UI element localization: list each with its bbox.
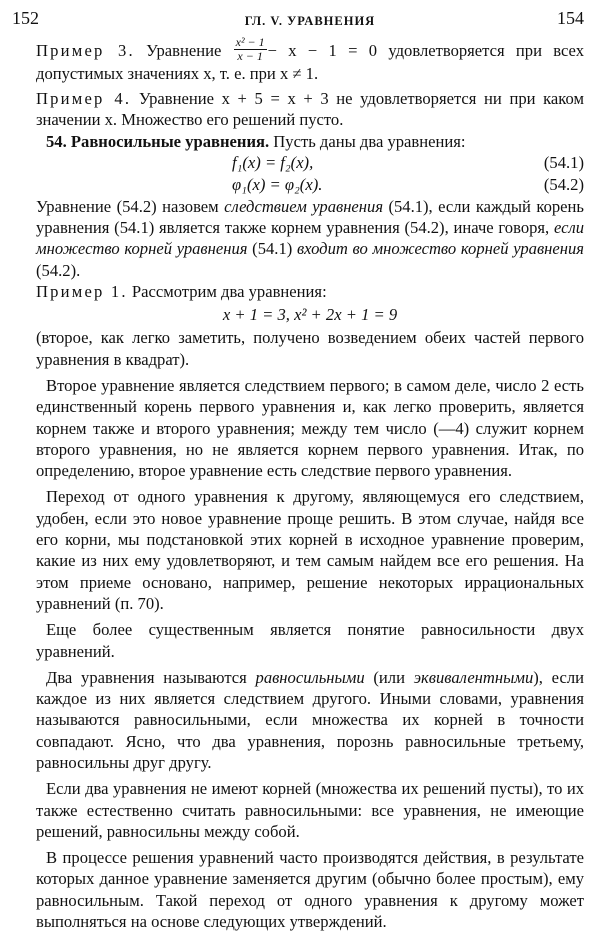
example-1: Пример 1. Рассмотрим два уравнения: xyxy=(36,282,327,302)
equation-54-1: f₁(x) = f₂(x), (54.1) xyxy=(232,152,584,172)
section-heading: 54. Равносильные уравнения. xyxy=(46,131,270,151)
paragraph-transition: Переход от одного уравнения к другому, являющемуся его следствием, удобен, если это новое уравнение проще решить. В этом случае, найдя все его корни, мы подстановкой этих корней в исходное уравнение проверим, какие из них ему удовлетворяют, и тем самым найдем все его решения. На этом приеме основано, например, решение некоторых иррациональных уравнений (п. 70). xyxy=(36,487,584,613)
example-1-note: (второе, как легко заметить, получено возведением обеих частей первого уравнения в квадрат). xyxy=(36,328,584,369)
page-number-right: 154 xyxy=(557,8,584,28)
equation-number: (54.1) xyxy=(543,152,584,172)
definition-paragraph: Уравнение (54.2) назовем следствием уравнения (54.1), если каждый корень уравнения (54.1) является также корнем уравнения (54.2), иначе говоря, если множество корней уравнения (54.1) входит во множество корней уравнения (54.2). xyxy=(36,196,584,280)
example-1-label: Пример 1. xyxy=(36,282,128,302)
paragraph-process: В процессе решения уравнений часто производятся действия, в результате которых данное уравнение заменяется другим (обычно более простым), ему равносильным. Такой переход от одного уравнения к другому может выполняться на основе следующих утверждений. xyxy=(36,848,584,932)
fraction: $\frac{\text{x² − 1}}{x - 1}$ xyxy=(235,34,265,63)
equation-54-2: φ₁(x) = φ₂(x). (54.2) xyxy=(232,174,584,194)
paragraph-consequence: Второе уравнение является следствием первого; в самом деле, число 2 есть единственный корень первого уравнения и, как легко проверить, является корнем также и второго уравнения; между тем число (—4) служит корнем второго уравнения, но не является корнем первого уравнения. Итак, по определению, второе уравнение есть следствие первого уравнения. xyxy=(36,375,584,481)
example-4-label: Пример 4. xyxy=(36,88,132,108)
example-3-label: Пример 3. xyxy=(36,41,135,60)
example-1-equations: x + 1 = 3, x² + 2x + 1 = 9 xyxy=(222,305,398,325)
paragraph-equivalence-intro: Еще более существенным является понятие равносильности двух уравнений. xyxy=(36,620,584,661)
section-54: 54. Равносильные уравнения. Пусть даны два уравнения: xyxy=(46,131,466,151)
page-header xyxy=(12,8,584,38)
example-3: Пример 3. Уравнение $\frac{\text{x² − 1}}{x - 1}$ − x − 1 = 0 удовлетворяется при всех допустимых значениях x, т. е. при x ≠ 1. xyxy=(36,34,584,83)
paragraph-no-roots: Если два уравнения не имеют корней (множества их решений пусты), то их также естественно считать равносильными: все уравнения, не имеющие решений, равносильны между собой. xyxy=(36,779,584,841)
running-title: ГЛ. V. УРАВНЕНИЯ xyxy=(244,14,376,28)
example-4: Пример 4. Уравнение x + 5 = x + 3 не удовлетворяется ни при каком значении x. Множество его решений пусто. xyxy=(36,88,584,130)
paragraph-equivalence-def: Два уравнения называются равносильными (или эквивалентными), если каждое из них является следствием другого. Иными словами, уравнения называются равносильными, если множества их корней в точности совпадают. Ясно, что два уравнения, порознь равносильные третьему, равносильны друг другу. xyxy=(36,667,584,772)
equation-number: (54.2) xyxy=(543,174,584,194)
page-number-left: 152 xyxy=(12,8,39,28)
